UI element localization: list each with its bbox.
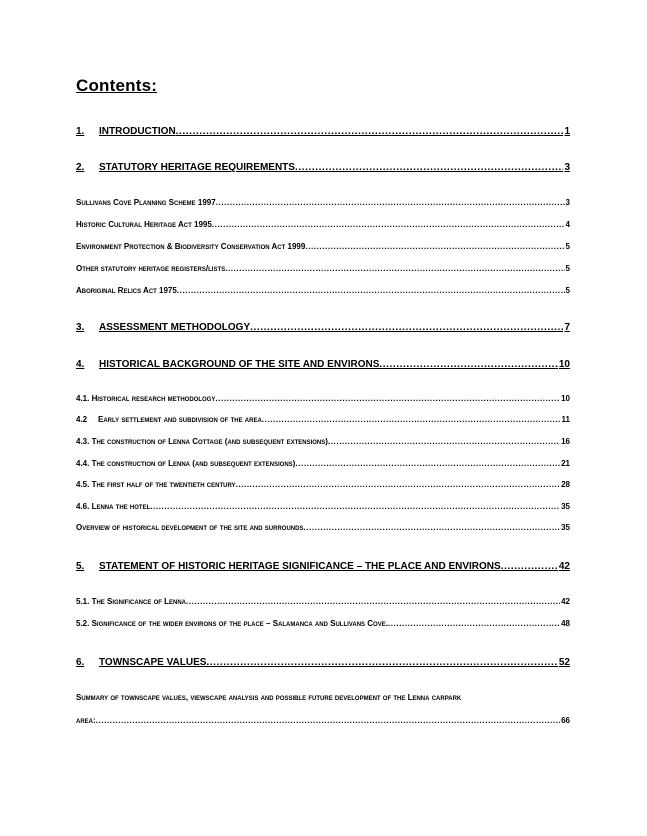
toc-entry-other-registers[interactable]	[76, 264, 570, 273]
toc-entry-page: 11	[561, 415, 570, 424]
toc-entry-text: Historic Cultural Heritage Act 1995	[76, 220, 212, 229]
toc-entry-number: 6.	[76, 657, 85, 668]
toc-entry-methodology[interactable]	[76, 322, 570, 333]
toc-entry-introduction[interactable]	[76, 126, 570, 137]
toc-entry-page: 3	[565, 198, 570, 207]
toc-entry-text: INTRODUCTION	[99, 126, 176, 137]
toc-leader-dots	[225, 264, 564, 273]
toc-entry-text: STATUTORY HERITAGE REQUIREMENTS	[99, 162, 295, 173]
toc-entry-text: ASSESSMENT METHODOLOGY	[99, 322, 251, 333]
toc-entry-summary-line-1[interactable]	[76, 693, 570, 702]
toc-entry-page: 3	[564, 162, 570, 173]
toc-entry-page: 35	[561, 523, 570, 532]
toc-entry-text: area:	[76, 716, 96, 725]
toc-leader-dots	[250, 322, 563, 333]
toc-entry-4-4[interactable]	[76, 459, 570, 468]
toc-leader-dots	[206, 657, 557, 668]
toc-entry-4-3[interactable]	[76, 437, 570, 446]
toc-leader-dots	[212, 220, 565, 229]
toc-entry-significance-statement[interactable]	[76, 561, 570, 572]
toc-leader-dots	[177, 286, 565, 295]
toc-entry-page: 28	[561, 480, 570, 489]
toc-leader-dots	[295, 162, 564, 173]
toc-leader-dots	[262, 415, 561, 424]
toc-entry-page: 5	[565, 286, 570, 295]
toc-entry-text: TOWNSCAPE VALUES	[99, 657, 207, 668]
toc-entry-page: 7	[564, 322, 570, 333]
toc-entry-text: HISTORICAL BACKGROUND OF THE SITE AND ENVIRONS	[99, 359, 380, 370]
toc-entry-page: 4	[565, 220, 570, 229]
toc-entry-summary-line-2[interactable]	[76, 716, 570, 725]
toc-leader-dots	[236, 480, 561, 489]
toc-entry-text: Early settlement and subdivision of the area	[98, 415, 262, 424]
toc-leader-dots	[388, 619, 560, 628]
toc-entry-text: 4.6. Lenna the hotel	[76, 502, 151, 511]
toc-entry-page: 21	[561, 459, 570, 468]
toc-entry-epbc-act[interactable]	[76, 242, 570, 251]
toc-entry-text: 4.3. The construction of Lenna Cottage (and subsequent extensions)	[76, 437, 328, 446]
toc-entry-text: STATEMENT OF HISTORIC HERITAGE SIGNIFICANCE – THE PLACE AND ENVIRONS	[99, 561, 501, 572]
toc-leader-dots	[186, 597, 560, 606]
toc-entry-page: 35	[561, 502, 570, 511]
toc-entry-number: 4.2	[76, 415, 88, 424]
toc-leader-dots	[295, 459, 560, 468]
toc-entry-4-5[interactable]	[76, 480, 570, 489]
toc-leader-dots	[216, 198, 565, 207]
toc-entry-text: 5.1. The Significance of Lenna	[76, 597, 187, 606]
toc-entry-page: 10	[558, 359, 570, 370]
toc-entry-5-1[interactable]	[76, 597, 570, 606]
toc-entry-text: Other statutory heritage registers/lists	[76, 264, 226, 273]
toc-leader-dots	[379, 359, 557, 370]
toc-entry-text: 4.5. The first half of the twentieth century	[76, 480, 236, 489]
toc-entry-number: 5.	[76, 561, 85, 572]
contents-title: Contents:	[76, 76, 158, 95]
toc-leader-dots	[215, 394, 560, 403]
toc-leader-dots	[305, 242, 564, 251]
toc-entry-page: 42	[558, 561, 570, 572]
toc-entry-5-2[interactable]	[76, 619, 570, 628]
toc-entry-number: 2.	[76, 162, 85, 173]
toc-entry-historic-cultural-act[interactable]	[76, 220, 570, 229]
toc-entry-page: 52	[558, 657, 570, 668]
toc-entry-page: 42	[561, 597, 570, 606]
toc-leader-dots	[96, 716, 560, 725]
toc-entry-4-2[interactable]	[76, 415, 570, 424]
toc-entry-text: Aboriginal Relics Act 1975	[76, 286, 177, 295]
toc-entry-text: 4.1. Historical research methodology	[76, 394, 216, 403]
toc-entry-statutory[interactable]	[76, 162, 570, 173]
toc-leader-dots	[501, 561, 558, 572]
toc-leader-dots	[150, 502, 560, 511]
toc-entry-page: 10	[561, 394, 570, 403]
toc-entry-text: Overview of historical development of the site and surrounds	[76, 523, 304, 532]
toc-entry-page: 16	[561, 437, 570, 446]
toc-entry-aboriginal-relics[interactable]	[76, 286, 570, 295]
toc-entry-text: 4.4. The construction of Lenna (and subsequent extensions)	[76, 459, 296, 468]
toc-entry-text: 5.2. Significance of the wider environs of the place – Salamanca and Sullivans Cove.	[76, 619, 388, 628]
toc-entry-page: 5	[565, 264, 570, 273]
toc-entry-page: 5	[565, 242, 570, 251]
toc-entry-number: 3.	[76, 322, 85, 333]
toc-entry-overview[interactable]	[76, 523, 570, 532]
toc-entry-historical-background[interactable]	[76, 359, 570, 370]
toc-entry-4-1[interactable]	[76, 394, 570, 403]
toc-entry-4-6[interactable]	[76, 502, 570, 511]
toc-entry-page: 1	[564, 126, 570, 137]
toc-leader-dots	[328, 437, 560, 446]
toc-entry-text: Environment Protection & Biodiversity Conservation Act 1999	[76, 242, 306, 251]
toc-entry-number: 1.	[76, 126, 85, 137]
toc-entry-page: 66	[561, 716, 570, 725]
toc-leader-dots	[176, 126, 564, 137]
toc-entry-text: Summary of townscape values, viewscape analysis and possible future development of the Lenna carpark	[76, 693, 462, 702]
toc-entry-text: Sullivans Cove Planning Scheme 1997	[76, 198, 216, 207]
toc-entry-page: 48	[561, 619, 570, 628]
toc-entry-sullivans-cove-scheme[interactable]	[76, 198, 570, 207]
toc-entry-townscape[interactable]	[76, 657, 570, 668]
toc-leader-dots	[303, 523, 560, 532]
toc-entry-number: 4.	[76, 359, 85, 370]
